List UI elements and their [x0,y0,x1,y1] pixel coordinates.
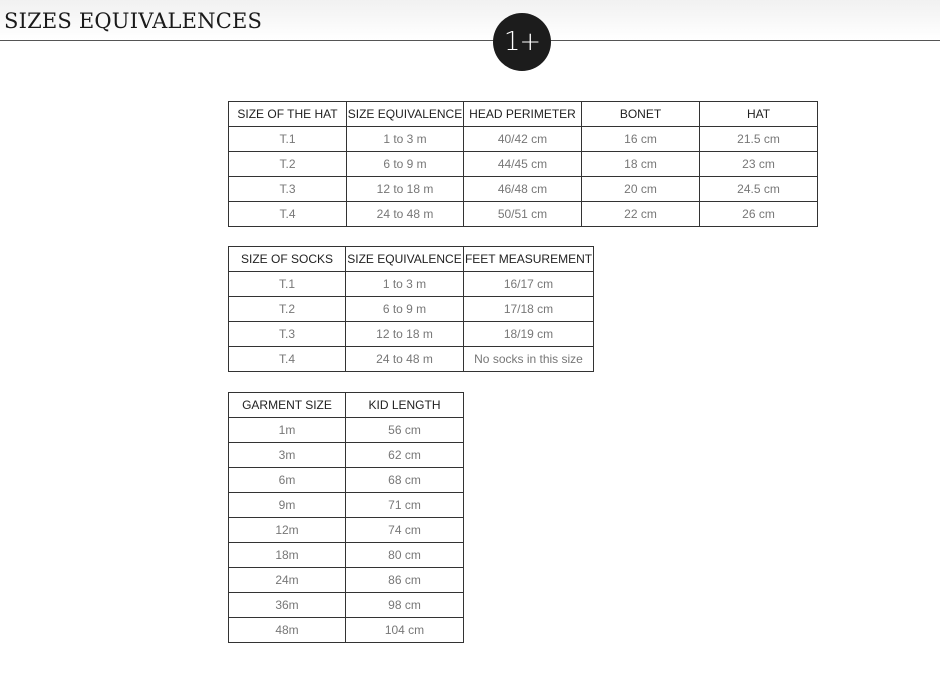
table-cell: 24.5 cm [700,177,818,202]
garment-size-table [228,392,464,643]
table-cell: 1 to 3 m [347,127,464,152]
table-cell: 56 cm [346,418,464,443]
table-row [229,443,464,468]
table-row [229,347,594,372]
table-cell: 40/42 cm [464,127,582,152]
table-cell: 17/18 cm [464,297,594,322]
brand-logo: 1+ [493,13,551,71]
hat-size-table [228,101,818,227]
table-row [229,593,464,618]
table-cell: 62 cm [346,443,464,468]
table-cell: 50/51 cm [464,202,582,227]
table-cell: 1 to 3 m [346,272,464,297]
header-cell: FEET MEASUREMENT [464,247,594,272]
table-row [229,543,464,568]
table-cell: 71 cm [346,493,464,518]
table-cell: 36m [229,593,346,618]
table-cell: 16/17 cm [464,272,594,297]
header-cell: KID LENGTH [346,393,464,418]
table-row [229,177,818,202]
table-cell: 80 cm [346,543,464,568]
title-divider [0,40,940,41]
table-cell: 48m [229,618,346,643]
socks-size-table [228,246,594,372]
table-cell: T.4 [229,347,346,372]
table-cell: T.4 [229,202,347,227]
table-cell: 24 to 48 m [347,202,464,227]
table-cell: 23 cm [700,152,818,177]
table-cell: 22 cm [582,202,700,227]
table-header-row [229,102,818,127]
table-cell: 18m [229,543,346,568]
header-cell: BONET [582,102,700,127]
table-cell: 104 cm [346,618,464,643]
table-cell: 74 cm [346,518,464,543]
table-cell: 18/19 cm [464,322,594,347]
table-row [229,493,464,518]
table-header-row [229,393,464,418]
table-cell: 20 cm [582,177,700,202]
table-cell: 6 to 9 m [346,297,464,322]
header-cell: SIZE EQUIVALENCE [347,102,464,127]
table-cell: T.1 [229,127,347,152]
table-cell: 6 to 9 m [347,152,464,177]
table-cell: 44/45 cm [464,152,582,177]
table-cell: 24m [229,568,346,593]
table-row [229,468,464,493]
table-cell: T.2 [229,152,347,177]
table-row [229,518,464,543]
header-cell: HEAD PERIMETER [464,102,582,127]
table-header-row [229,247,594,272]
table-cell: 16 cm [582,127,700,152]
table-cell: 12m [229,518,346,543]
table-cell: T.2 [229,297,346,322]
table-cell: 21.5 cm [700,127,818,152]
table-cell: 6m [229,468,346,493]
table-row [229,297,594,322]
table-cell: 18 cm [582,152,700,177]
header-cell: HAT [700,102,818,127]
header-cell: SIZE EQUIVALENCE [346,247,464,272]
table-cell: 68 cm [346,468,464,493]
table-row [229,322,594,347]
header-cell: SIZE OF SOCKS [229,247,346,272]
table-cell: T.3 [229,177,347,202]
header-cell: GARMENT SIZE [229,393,346,418]
table-row [229,418,464,443]
table-cell: 3m [229,443,346,468]
table-row [229,152,818,177]
table-cell: 98 cm [346,593,464,618]
table-cell: 26 cm [700,202,818,227]
table-cell: 46/48 cm [464,177,582,202]
table-cell: T.3 [229,322,346,347]
table-row [229,618,464,643]
table-cell: T.1 [229,272,346,297]
table-cell: 9m [229,493,346,518]
table-row [229,202,818,227]
table-cell: 12 to 18 m [346,322,464,347]
table-cell: 24 to 48 m [346,347,464,372]
table-cell: 86 cm [346,568,464,593]
table-cell: 12 to 18 m [347,177,464,202]
table-cell: No socks in this size [464,347,594,372]
table-cell: 1m [229,418,346,443]
table-row [229,272,594,297]
page-title: SIZES EQUIVALENCES [4,9,263,33]
table-row [229,127,818,152]
header-cell: SIZE OF THE HAT [229,102,347,127]
table-row [229,568,464,593]
